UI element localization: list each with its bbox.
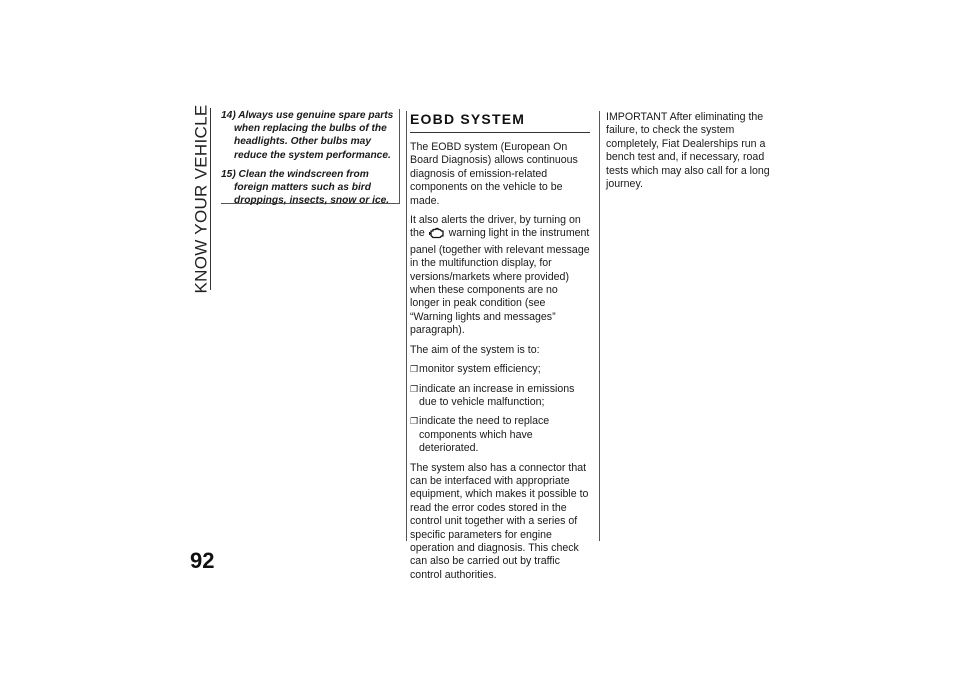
important-paragraph: IMPORTANT After eliminating the failure, to check the system completely, Fiat Dealerships run a bench test and, if necessary, road tests which may also call for a long journey. bbox=[606, 111, 770, 191]
alert-text-after: warning light in the instrument panel (together with relevant message in the multifunction display, for versions/markets where provided) when these components are no longer in peak condition (see “Warning lights and messages” paragraph). bbox=[410, 227, 590, 337]
list-item-text: indicate the need to replace components which have deteriorated. bbox=[419, 415, 550, 455]
section-label bbox=[186, 104, 216, 294]
checkbox-bullet-icon: ❐ bbox=[410, 416, 419, 427]
list-item-text: indicate an increase in emissions due to vehicle malfunction; bbox=[419, 382, 575, 408]
alert-paragraph bbox=[410, 214, 590, 338]
list-item bbox=[410, 415, 590, 455]
engine-check-icon bbox=[429, 227, 444, 243]
note-15: 15) Clean the windscreen from foreign matters such as bird droppings, insects, snow or ice. bbox=[221, 168, 390, 207]
important-column bbox=[606, 111, 786, 197]
alert-text-before: It also alerts the driver, by turning on the bbox=[410, 214, 581, 240]
column-divider-right bbox=[599, 111, 600, 541]
column-divider-left bbox=[406, 111, 407, 541]
aim-paragraph: The aim of the system is to: bbox=[410, 343, 540, 356]
notes-box bbox=[221, 109, 400, 207]
list-item bbox=[410, 363, 590, 376]
page-number: 92 bbox=[190, 548, 215, 573]
connector-paragraph: The system also has a connector that can be interfaced with appropriate equipment, which makes it possible to read the error codes stored in the control unit together with a series of specific parameters for engine operation and diagnosis. This check can also be carried out by traffic control authorities. bbox=[410, 461, 589, 581]
section-title: KNOW YOUR VEHICLE bbox=[191, 104, 210, 294]
list-item bbox=[410, 383, 590, 410]
list-item-text: monitor system efficiency; bbox=[419, 363, 541, 376]
eobd-column bbox=[410, 111, 590, 588]
checkbox-bullet-icon: ❐ bbox=[410, 364, 419, 375]
intro-paragraph: The EOBD system (European On Board Diagnosis) allows continuous diagnosis of emission-related components on the vehicle to be made. bbox=[410, 141, 578, 207]
note-14: 14) Always use genuine spare parts when replacing the bulbs of the headlights. Other bulbs may reduce the system performance. bbox=[221, 110, 394, 161]
section-heading: EOBD SYSTEM bbox=[410, 111, 590, 133]
checkbox-bullet-icon: ❐ bbox=[410, 383, 419, 394]
section-label-rule bbox=[210, 108, 211, 290]
